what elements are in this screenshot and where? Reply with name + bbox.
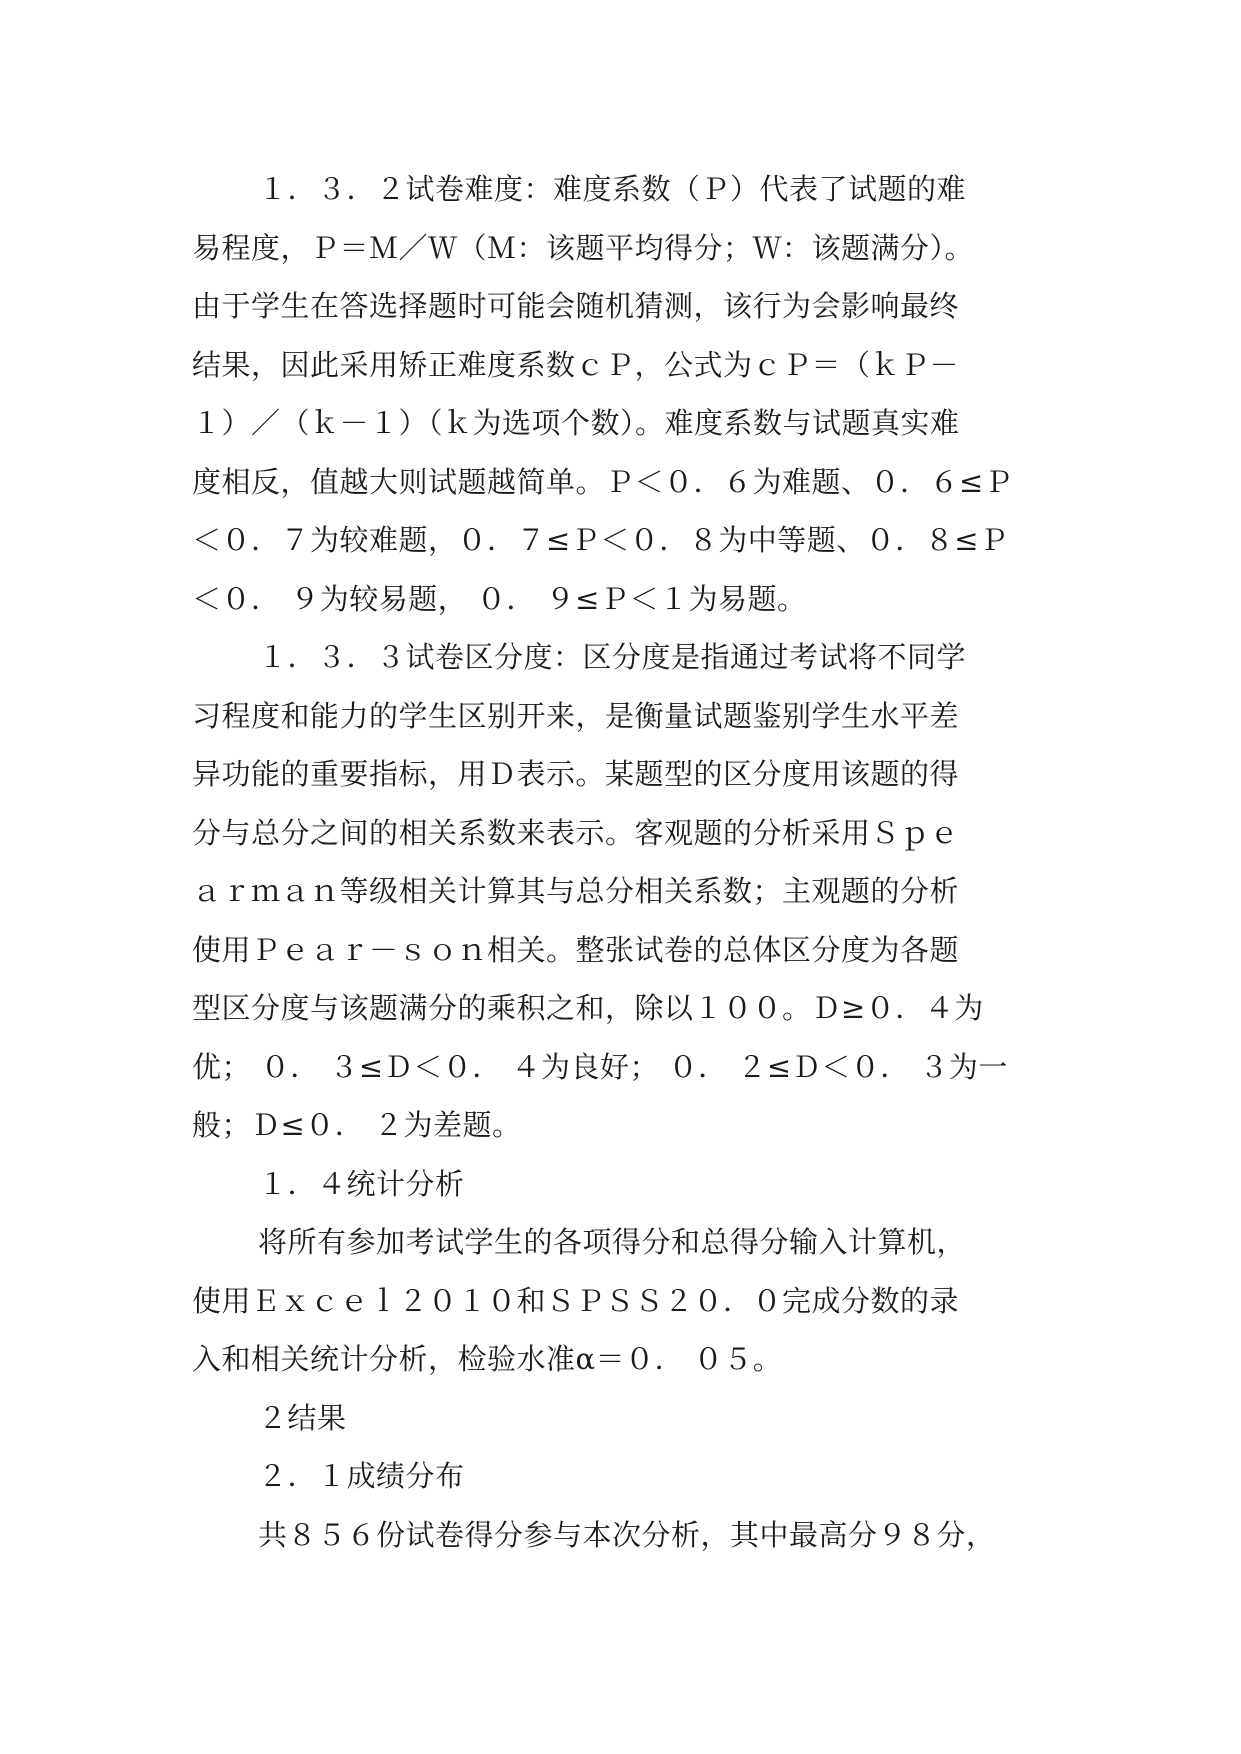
body-text [192, 160, 1072, 1564]
text-line: 优； ０． ３≤Ｄ＜０． ４为良好； ０． ２≤Ｄ＜０． ３为一 [192, 1049, 1008, 1084]
text-line: ａｒｍａｎ等级相关计算其与总分相关系数；主观题的分析 [192, 874, 960, 908]
text-line: 习程度和能力的学生区别开来，是衡量试题鉴别学生水平差 [192, 698, 960, 733]
text-line: 入和相关统计分析，检验水准α＝０． ０５。 [192, 1342, 783, 1376]
text-line: １．３．２试卷难度：难度系数（Ｐ）代表了试题的难 [258, 172, 967, 206]
section-heading: ２结果 [258, 1400, 347, 1435]
section-heading: １．４统计分析 [258, 1166, 465, 1201]
text-line: 结果，因此采用矫正难度系数ｃＰ，公式为ｃＰ＝（ｋＰ－ [192, 347, 960, 382]
text-line: 型区分度与该题满分的乘积之和，除以１００。Ｄ≥０．４为 [192, 991, 984, 1025]
text-line: 异功能的重要指标，用Ｄ表示。某题型的区分度用该题的得 [192, 757, 960, 791]
text-line: 使用Ｅｘｃｅｌ２０１０和ＳＰＳＳ２０．０完成分数的录 [192, 1283, 960, 1318]
text-line: 将所有参加考试学生的各项得分和总得分输入计算机， [258, 1225, 967, 1259]
text-line: 共８５６份试卷得分参与本次分析，其中最高分９８分， [258, 1517, 996, 1552]
text-line: １）／（ｋ－１）（ｋ为选项个数）。难度系数与试题真实难 [192, 406, 960, 440]
text-line: ＜０． ９为较易题， ０． ９≤Ｐ＜１为易题。 [192, 581, 807, 616]
text-line: 般；Ｄ≤０． ２为差题。 [192, 1108, 522, 1142]
text-line: 易程度，Ｐ＝Ｍ／Ｗ（Ｍ：该题平均得分；Ｗ：该题满分）。 [192, 230, 975, 265]
text-line: 分与总分之间的相关系数来表示。客观题的分析采用Ｓｐｅ [192, 815, 960, 850]
text-line: ＜０．７为较难题，０．７≤Ｐ＜０．８为中等题、０．８≤Ｐ [192, 523, 1009, 557]
text-line: １．３．３试卷区分度：区分度是指通过考试将不同学 [258, 640, 967, 674]
section-heading: ２．１成绩分布 [258, 1459, 465, 1493]
text-line: 使用Ｐｅａｒ－ｓｏｎ相关。整张试卷的总体区分度为各题 [192, 932, 960, 967]
text-line: 度相反，值越大则试题越简单。Ｐ＜０．６为难题、０．６≤Ｐ [192, 464, 1014, 499]
text-line: 由于学生在答选择题时可能会随机猜测，该行为会影响最终 [192, 289, 960, 323]
